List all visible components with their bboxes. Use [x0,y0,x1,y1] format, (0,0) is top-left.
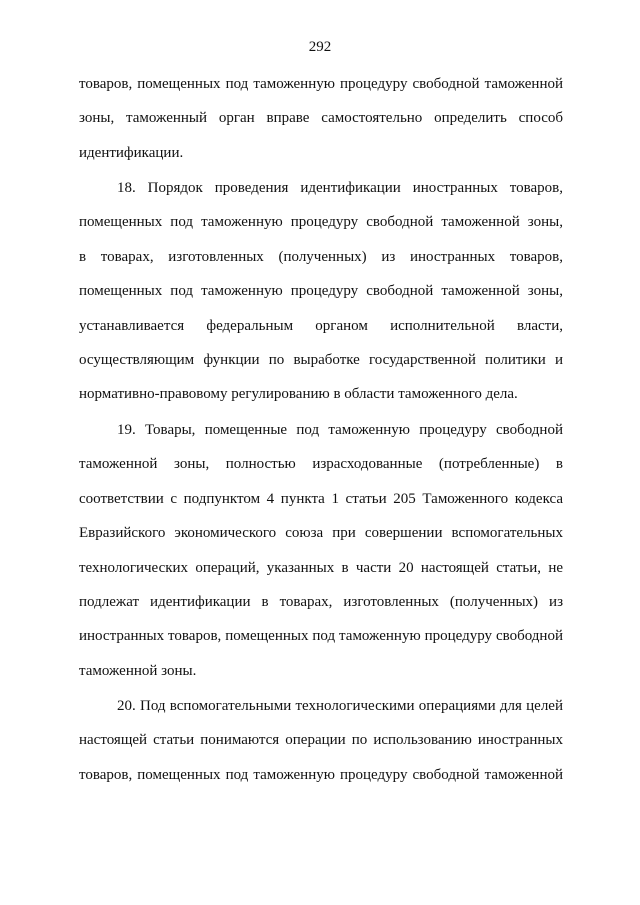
text-line: осуществляющим функции по выработке государственной политики и [79,352,563,369]
text-line: в товарах, изготовленных (полученных) из иностранных товаров, [79,248,563,265]
text-line: таможенной зоны, полностью израсходованные (потребленные) в [79,456,563,473]
text-line: 20. Под вспомогательными технологическими операциями для целей [117,698,563,714]
text-line: иностранных товаров, помещенных под таможенную процедуру свободной [79,628,563,645]
text-line: таможенной зоны. [79,662,197,679]
page-number: 292 [308,39,332,55]
text-line: устанавливается федеральным органом исполнительной власти, [79,317,563,334]
text-line: товаров, помещенных под таможенную процедуру свободной таможенной [79,76,563,92]
text-line: подлежат идентификации в товарах, изготовленных (полученных) из [79,594,563,611]
text-line: идентификации. [79,144,184,161]
text-line: помещенных под таможенную процедуру свободной таможенной зоны, [79,214,563,231]
text-line: соответствии с подпунктом 4 пункта 1 статьи 205 Таможенного кодекса [79,490,563,507]
text-line: настоящей статьи понимаются операции по использованию иностранных [79,732,563,749]
paragraph-18 [79,171,563,412]
paragraph-19 [79,413,563,688]
text-line: товаров, помещенных под таможенную процедуру свободной таможенной [79,766,563,783]
text-line: 18. Порядок проведения идентификации иностранных товаров, [117,180,563,196]
text-line: 19. Товары, помещенные под таможенную процедуру свободной [117,422,563,438]
text-line: помещенных под таможенную процедуру свободной таможенной зоны, [79,283,563,300]
text-line: технологических операций, указанных в части 20 настоящей статьи, не [79,559,563,576]
paragraph-20 [79,689,563,792]
continuation-text [79,67,563,170]
text-line: нормативно-правовому регулированию в области таможенного дела. [79,386,518,403]
text-line: зоны, таможенный орган вправе самостоятельно определить способ [79,110,563,127]
text-line: Евразийского экономического союза при совершении вспомогательных [79,525,563,542]
